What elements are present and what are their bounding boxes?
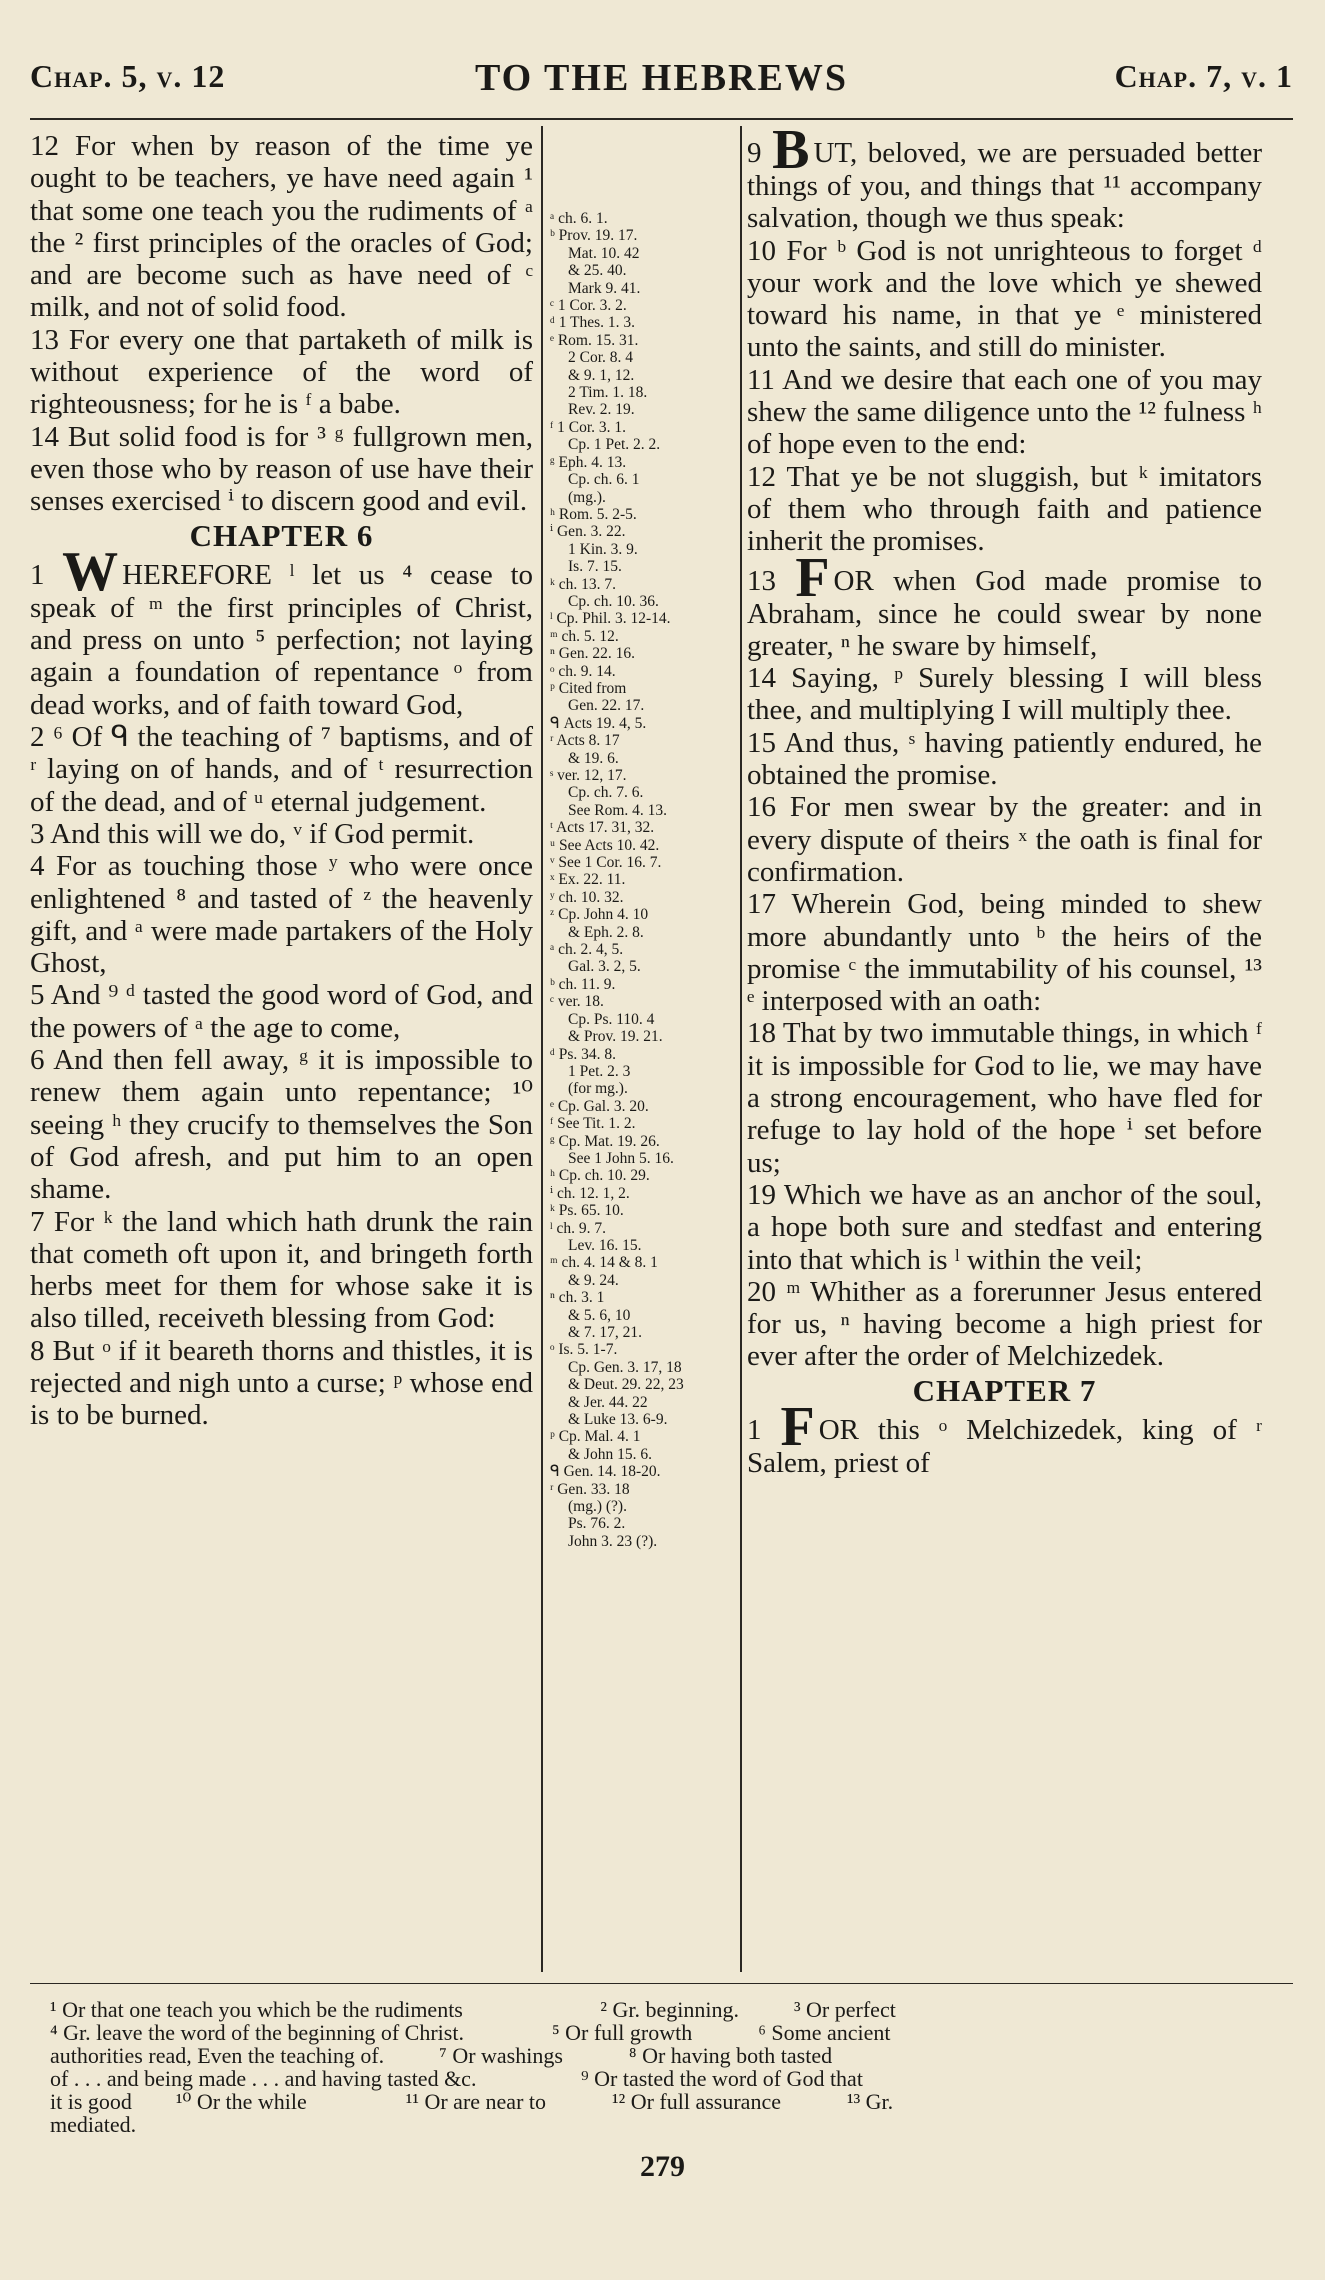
cross-reference: ᵃ ch. 2. 4, 5. xyxy=(550,941,624,959)
verse-6-3: 3 And this will we do, ᵛ if God permit. xyxy=(30,817,475,850)
verse-6-15: 15 And thus, ˢ having patiently endured, he obtained the promise. xyxy=(747,726,1262,792)
cross-reference: ᵇ ch. 11. 9. xyxy=(550,975,616,993)
verse-text: OR when God made promise to Abraham, since he could swear by none greater, ⁿ he sware by himself, xyxy=(747,564,1262,662)
cross-reference: Rev. 2. 19. xyxy=(568,401,635,419)
cross-reference: (mg.) (?). xyxy=(568,1498,627,1516)
drop-cap: F xyxy=(795,546,830,609)
verse-6-1 xyxy=(30,540,534,721)
footnote-line: ¹ Or that one teach you which be the rudiments ² Gr. beginning. ³ Or perfect xyxy=(50,1997,896,2022)
cross-reference: ᶠ See Tit. 1. 2. xyxy=(550,1115,636,1133)
left-text-column xyxy=(30,130,533,1432)
cross-reference-column xyxy=(550,210,734,1550)
cross-reference: & Eph. 2. 8. xyxy=(568,923,644,941)
verse-6-6: 6 And then fell away, ᵍ it is impossible to renew them again unto repentance; ¹⁰ seeing ʰ they crucify to themselves the Son of God afresh, and put him to an open shame. xyxy=(30,1044,533,1206)
cross-reference: ᶜ ver. 18. xyxy=(550,993,604,1011)
verse-6-9 xyxy=(747,119,1263,235)
cross-reference: ʳ Gen. 33. 18 xyxy=(550,1480,630,1498)
cross-reference: 2 Cor. 8. 4 xyxy=(568,349,634,367)
verse-5-13: 13 For every one that partaketh of milk is without experience of the word of righteousness; for he is ᶠ a babe. xyxy=(30,323,533,421)
verse-number: 1 xyxy=(30,558,45,591)
cross-reference: ᵈ 1 Thes. 1. 3. xyxy=(550,314,636,332)
cross-reference: Mark 9. 41. xyxy=(568,279,641,297)
cross-reference: ᵖ Cp. Mal. 4. 1 xyxy=(550,1428,641,1446)
cross-reference: ᵐ ch. 5. 12. xyxy=(550,627,619,645)
cross-reference: ᵐ ch. 4. 14 & 8. 1 xyxy=(550,1254,658,1272)
cross-reference: 1 Kin. 3. 9. xyxy=(568,540,638,558)
cross-reference: ᵍ Eph. 4. 13. xyxy=(550,453,627,471)
right-text-column xyxy=(747,119,1263,1479)
footnote-line: authorities read, Even the teaching of. ⁷ Or washings ⁸ Or having both tasted xyxy=(50,2043,833,2068)
verse-6-14: 14 Saying, ᵖ Surely blessing I will bless thee, and multiplying I will multiply thee. xyxy=(747,662,1262,727)
header-book-title: TO THE HEBREWS xyxy=(475,57,848,99)
cross-reference: ⁿ ch. 3. 1 xyxy=(550,1289,605,1307)
cross-reference: ˡ ch. 9. 7. xyxy=(550,1219,606,1237)
cross-reference: ˡ Cp. Phil. 3. 12-14. xyxy=(550,610,671,628)
verse-6-12: 12 That ye be not sluggish, but ᵏ imitators of them who through faith and patience inherit the promises. xyxy=(747,460,1262,558)
cross-reference: (for mg.). xyxy=(568,1080,628,1098)
verse-5-14: 14 But solid food is for ³ ᵍ fullgrown men, even those who by reason of use have their senses exercised ⁱ to discern good and evil. xyxy=(30,420,533,518)
cross-reference: ʰ Rom. 5. 2-5. xyxy=(550,505,637,523)
cross-reference: ᵉ Cp. Gal. 3. 20. xyxy=(550,1097,649,1115)
cross-reference: & John 15. 6. xyxy=(568,1445,652,1463)
footnote-line: ⁴ Gr. leave the word of the beginning of Christ. ⁵ Or full growth ⁶ Some ancient xyxy=(50,2020,891,2045)
cross-reference: Lev. 16. 15. xyxy=(568,1236,642,1254)
cross-reference: ᑫ Gen. 14. 18-20. xyxy=(550,1463,661,1481)
cross-reference: & 7. 17, 21. xyxy=(568,1324,643,1341)
cross-reference: ᶠ 1 Cor. 3. 1. xyxy=(550,418,627,436)
verse-6-17: 17 Wherein God, being minded to shew more abundantly unto ᵇ the heirs of the promise ᶜ the immutability of his counsel, ¹³ ᵉ interposed with an oath: xyxy=(747,888,1262,1018)
cross-reference: ᵗ Acts 17. 31, 32. xyxy=(550,819,655,837)
cross-reference: ᶜ 1 Cor. 3. 2. xyxy=(550,297,627,315)
verse-6-5: 5 And ⁹ ᵈ tasted the good word of God, and the powers of ᵃ the age to come, xyxy=(30,979,533,1044)
verse-6-19: 19 Which we have as an anchor of the soul, a hope both sure and stedfast and entering into that which is ˡ within the veil; xyxy=(747,1178,1262,1276)
header-rule xyxy=(30,118,1293,120)
cross-reference: ᵛ See 1 Cor. 16. 7. xyxy=(550,854,662,872)
cross-reference: ʰ Cp. ch. 10. 29. xyxy=(550,1167,650,1185)
cross-reference: ᵉ Rom. 15. 31. xyxy=(550,331,639,349)
cross-reference: ᵒ Is. 5. 1-7. xyxy=(550,1341,618,1359)
verse-text: OR this ᵒ Melchizedek, king of ʳ Salem, priest of xyxy=(747,1413,1262,1479)
header-chapter-end: Chap. 7, v. 1 xyxy=(1114,58,1293,94)
drop-cap: F xyxy=(780,1395,815,1458)
cross-reference: Cp. 1 Pet. 2. 2. xyxy=(568,436,661,454)
cross-reference: ᑫ Acts 19. 4, 5. xyxy=(550,714,647,732)
cross-reference: ᵘ See Acts 10. 42. xyxy=(550,836,660,854)
verse-6-18: 18 That by two immutable things, in which ᶠ it is impossible for God to lie, we may have a strong encouragement, who have fled for refuge to lay hold of the hope ⁱ set before us; xyxy=(747,1017,1262,1179)
cross-reference: Gen. 22. 17. xyxy=(568,697,645,715)
cross-reference: ᵖ Cited from xyxy=(550,679,627,697)
footnote-rule xyxy=(30,1983,1293,1984)
cross-reference: ᵇ Prov. 19. 17. xyxy=(550,227,638,245)
cross-reference: 2 Tim. 1. 18. xyxy=(568,384,648,402)
cross-reference: See 1 John 5. 16. xyxy=(568,1149,674,1167)
footnotes xyxy=(50,1998,1280,2136)
cross-reference: Ps. 76. 2. xyxy=(568,1515,626,1533)
cross-reference: & 5. 6, 10 xyxy=(568,1306,631,1324)
chapter-6-heading: CHAPTER 6 xyxy=(189,517,374,553)
cross-reference: ʳ Acts 8. 17 xyxy=(550,732,620,750)
cross-reference: & 25. 40. xyxy=(568,262,627,280)
cross-reference: John 3. 23 (?). xyxy=(568,1532,658,1550)
footnote-line: of . . . and being made . . . and having tasted &c. ⁹ Or tasted the word of God that xyxy=(50,2066,863,2091)
cross-reference: See Rom. 4. 13. xyxy=(568,801,668,819)
cross-reference: ʸ ch. 10. 32. xyxy=(550,888,624,906)
verse-text: HEREFORE ˡ let us ⁴ cease to speak of ᵐ the first principles of Christ, and press on unto ⁵ perfection; not laying again a foundation of repentance ᵒ from dead works, and of faith toward God, xyxy=(30,558,534,721)
cross-reference: & 19. 6. xyxy=(568,749,619,767)
drop-cap: B xyxy=(772,119,810,181)
cross-reference: Cp. Ps. 110. 4 xyxy=(568,1010,655,1028)
cross-reference: Is. 7. 15. xyxy=(568,558,622,576)
cross-reference: ᵍ Cp. Mat. 19. 26. xyxy=(550,1132,660,1150)
footnote-line: mediated. xyxy=(50,2112,137,2137)
verse-6-20: 20 ᵐ Whither as a forerunner Jesus entered for us, ⁿ having become a high priest for ever after the order of Melchizedek. xyxy=(747,1275,1262,1373)
cross-reference: Cp. ch. 7. 6. xyxy=(568,784,644,802)
cross-reference: Mat. 10. 42 xyxy=(568,244,640,262)
cross-reference: ᵏ Ps. 65. 10. xyxy=(550,1202,624,1220)
cross-reference: Cp. ch. 6. 1 xyxy=(568,471,640,489)
verse-text: UT, beloved, we are persuaded better things of you, and things that ¹¹ accompany salvation, though we thus speak: xyxy=(747,137,1263,235)
verse-6-13 xyxy=(747,546,1262,663)
cross-reference: ᵒ ch. 9. 14. xyxy=(550,662,616,680)
page-number: 279 xyxy=(640,2150,685,2183)
cross-reference: ⁿ Gen. 22. 16. xyxy=(550,645,635,663)
cross-reference: & Jer. 44. 22 xyxy=(568,1393,648,1411)
verse-6-7: 7 For ᵏ the land which hath drunk the rain that cometh oft upon it, and bringeth forth herbs meet for them for whose sake it is also tilled, receiveth blessing from God: xyxy=(30,1205,533,1335)
cross-reference: ᵃ ch. 6. 1. xyxy=(550,210,608,227)
header-chapter-start: Chap. 5, v. 12 xyxy=(30,58,226,94)
column-divider-right xyxy=(740,126,742,1972)
cross-reference: ˣ Ex. 22. 11. xyxy=(550,871,626,889)
verse-6-8: 8 But ᵒ if it beareth thorns and thistles, it is rejected and nigh unto a curse; ᵖ whose end is to be burned. xyxy=(30,1334,533,1432)
verse-6-10: 10 For ᵇ God is not unrighteous to forget ᵈ your work and the love which ye shewed toward his name, in that ye ᵉ ministered unto the saints, and still do minister. xyxy=(747,234,1262,364)
cross-reference: & Prov. 19. 21. xyxy=(568,1028,663,1046)
cross-reference: (mg.). xyxy=(568,488,606,506)
footnote-line: it is good ¹⁰ Or the while ¹¹ Or are near to ¹² Or full assurance ¹³ Gr. xyxy=(50,2089,894,2114)
cross-reference: Cp. Gen. 3. 17, 18 xyxy=(568,1358,682,1376)
cross-reference: Cp. ch. 10. 36. xyxy=(568,592,659,610)
verse-6-4: 4 For as touching those ʸ who were once enlightened ⁸ and tasted of ᶻ the heavenly gift, and ᵃ were made partakers of the Holy Ghost, xyxy=(30,850,533,980)
cross-reference: ᶻ Cp. John 4. 10 xyxy=(550,906,649,924)
cross-reference: 1 Pet. 2. 3 xyxy=(568,1062,631,1080)
verse-6-11: 11 And we desire that each one of you may shew the same diligence unto the ¹² fulness ʰ of hope even to the end: xyxy=(747,363,1262,461)
cross-reference: ˢ ver. 12, 17. xyxy=(550,767,627,784)
column-divider-left xyxy=(541,126,543,1972)
verse-5-12: 12 For when by reason of the time ye ought to be teachers, ye have need again ¹ that some one teach you the rudiments of ᵃ the ² first principles of the oracles of God; and are become such as have need of ᶜ milk, and not of solid food. xyxy=(30,130,533,324)
cross-reference: Gal. 3. 2, 5. xyxy=(568,958,641,976)
cross-reference: & Luke 13. 6-9. xyxy=(568,1411,668,1429)
cross-reference: & Deut. 29. 22, 23 xyxy=(568,1376,684,1394)
verse-number: 1 xyxy=(747,1413,762,1446)
cross-reference: ᵏ ch. 13. 7. xyxy=(550,575,617,593)
running-header xyxy=(30,58,1293,118)
cross-reference: ⁱ ch. 12. 1, 2. xyxy=(550,1184,630,1202)
cross-reference: & 9. 24. xyxy=(568,1271,619,1289)
chapter-7-heading: CHAPTER 7 xyxy=(912,1372,1097,1408)
drop-cap: W xyxy=(62,540,119,603)
cross-reference: ᵈ Ps. 34. 8. xyxy=(550,1045,616,1063)
verse-number: 13 xyxy=(747,564,776,597)
cross-reference: & 9. 1, 12. xyxy=(568,366,635,384)
verse-7-1 xyxy=(747,1395,1262,1479)
cross-reference: ⁱ Gen. 3. 22. xyxy=(550,523,626,541)
verse-number: 9 xyxy=(747,137,762,169)
verse-6-2: 2 ⁶ Of ᑫ the teaching of ⁷ baptisms, and of ʳ laying on of hands, and of ᵗ resurrection of the dead, and of ᵘ eternal judgement. xyxy=(30,721,533,818)
verse-6-16: 16 For men swear by the greater: and in every dispute of theirs ˣ the oath is final for confirmation. xyxy=(747,791,1262,888)
